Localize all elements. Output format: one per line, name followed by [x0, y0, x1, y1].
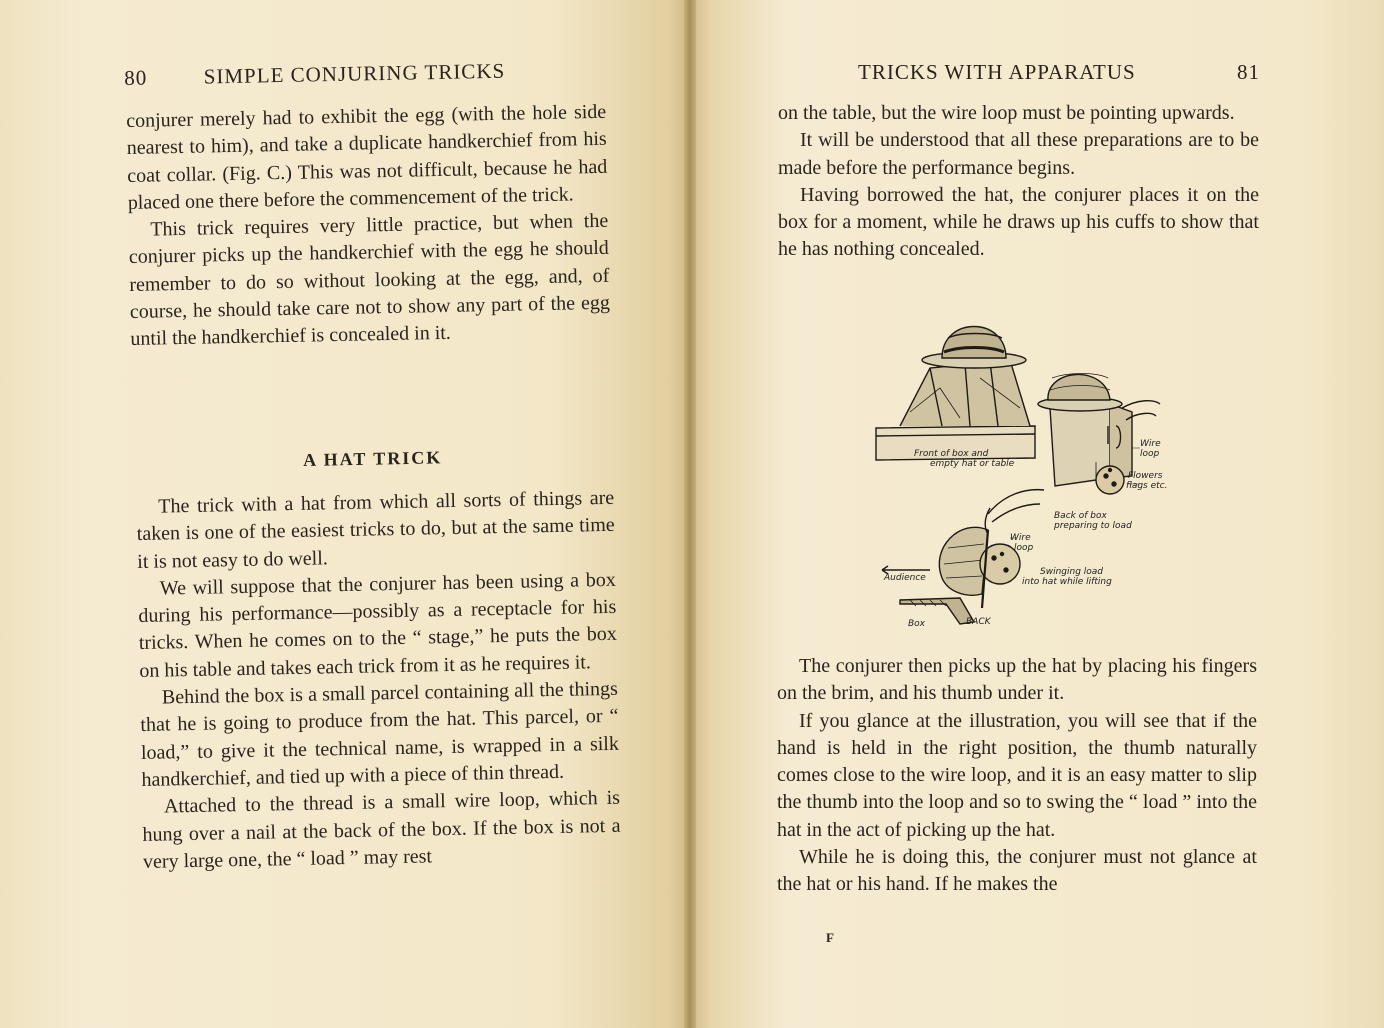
paragraph: The conjurer then picks up the hat by placing his fingers on the brim, and his thumb under it.: [777, 655, 1257, 705]
paragraph: It will be understood that all these preparations are to be made before the performance begins.: [778, 129, 1259, 179]
paragraph: Attached to the thread is a small wire loop, which is hung over a nail at the back of the box. If the box is not a very large one, the “ load ” may rest: [142, 787, 621, 873]
paragraph: We will suppose that the conjurer has been using a box during his performance—possibly as a receptacle for his tricks. When he comes on to the “ stage,” he puts the box on his table and takes each trick from it as he requires it.: [138, 568, 617, 682]
label-wire-loop-mid-2: loop: [1014, 543, 1034, 553]
left-page-number: 80: [124, 65, 148, 90]
right-running-head: TRICKS WITH APPARATUS: [858, 60, 1136, 84]
label-swinging: Swinging load: [1040, 567, 1104, 577]
label-box: Box: [908, 619, 926, 629]
book-gutter: [684, 0, 696, 1028]
label-wire-loop-top-2: loop: [1140, 449, 1160, 459]
label-swinging-2: into hat while lifting: [1022, 577, 1112, 587]
right-text-bottom: [777, 653, 1257, 899]
paragraph: This trick requires very little practice, but when the conjurer picks up the handkerchief with the egg he should remember to do so without looking at the egg, and, of course, he should take care not to show any part of the egg until the handkerchief is concealed in it.: [128, 209, 611, 351]
label-front-2: empty hat or table: [930, 459, 1015, 469]
paragraph: While he is doing this, the conjurer must not glance at the hat or his hand. If he makes the: [777, 846, 1257, 896]
right-text-top: [778, 100, 1259, 264]
paragraph: conjurer merely had to exhibit the egg (with the hole side nearest to him), and take a duplicate handkerchief from his coat collar. (Fig. C.) This was not difficult, because he had placed one there before the commencement of the trick.: [126, 100, 608, 214]
left-text-bottom: [136, 485, 621, 876]
label-back: BACK: [966, 617, 991, 627]
label-wire-loop-top: Wire: [1140, 439, 1161, 449]
label-front: Front of box and: [914, 449, 989, 459]
hat-trick-illustration: [870, 308, 1170, 638]
paragraph: Behind the box is a small parcel containing all the things that he is going to produce from the hat. This parcel, or “ load,” to give it the technical name, is wrapped in a silk handkerchief, and tied up with a piece of thin thread.: [140, 677, 620, 791]
left-running-head: SIMPLE CONJURING TRICKS: [203, 58, 506, 89]
label-audience: Audience: [884, 573, 926, 583]
label-wire-loop-mid: Wire: [1010, 533, 1031, 543]
label-back-of-box-2: preparing to load: [1054, 521, 1132, 531]
signature-mark: F: [826, 930, 834, 945]
paragraph: The trick with a hat from which all sorts of things are taken is one of the easiest tricks to do, but at the same time it is not easy to do well.: [136, 486, 615, 573]
right-page-number: 81: [1237, 60, 1260, 84]
label-flowers: Flowers: [1128, 471, 1163, 481]
label-flowers-2: flags etc.: [1126, 481, 1168, 491]
label-back-of-box: Back of box: [1054, 511, 1107, 521]
section-heading: A HAT TRICK: [303, 447, 443, 470]
right-header: [858, 60, 1260, 85]
paragraph: Having borrowed the hat, the conjurer places it on the box for a moment, while he draws up his cuffs to show that he has nothing concealed.: [778, 183, 1259, 261]
paragraph: If you glance at the illustration, you will see that if the hand is held in the right position, the thumb naturally comes close to the wire loop, and it is an easy matter to slip the thumb into the loop and so to swing the “ load ” into the hat in the act of picking up the hat.: [777, 709, 1257, 841]
paragraph: on the table, but the wire loop must be pointing upwards.: [778, 102, 1235, 124]
left-text-top: [126, 99, 611, 354]
